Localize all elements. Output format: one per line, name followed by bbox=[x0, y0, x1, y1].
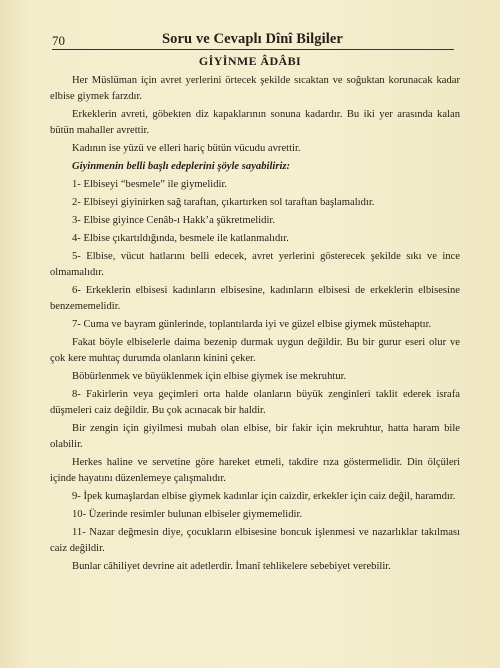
running-title: Soru ve Cevaplı Dînî Bilgiler bbox=[162, 31, 343, 47]
page-body bbox=[50, 73, 460, 577]
list-item: 8- Fakirlerin veya geçimleri orta halde olanların büyük zenginleri taklit ederek israfa düşmeleri caiz değildir. Bu çok acınacak bir haldir. bbox=[50, 389, 460, 416]
paragraph: Böbürlenmek ve büyüklenmek için elbise giymek ise mekruhtur. bbox=[72, 371, 347, 382]
list-item: 6- Erkeklerin elbisesi kadınların elbisesine, kadınların elbisesi de erkeklerin elbisesine benzememelidir. bbox=[50, 285, 460, 312]
page-header bbox=[52, 30, 454, 50]
list-item: 10- Üzerinde resimler bulunan elbiseler giymemelidir. bbox=[72, 509, 303, 520]
list-item: 5- Elbise, vücut hatlarını belli edecek, avret yerlerini gösterecek şekilde sıkı ve ince olmamalıdır. bbox=[50, 251, 460, 278]
paragraph: Her Müslüman için avret yerlerini örtecek şekilde sıcaktan ve soğuktan korunacak kadar elbise giymek farzdır. bbox=[50, 75, 460, 102]
list-item: 11- Nazar değmesin diye, çocukların elbisesine boncuk işlenmesi ve nazarlıklar takılması caiz değildir. bbox=[50, 527, 460, 554]
list-item: 1- Elbiseyi “besmele” ile giymelidir. bbox=[72, 179, 228, 190]
page-number: 70 bbox=[52, 33, 65, 48]
list-item: 3- Elbise giyince Cenâb-ı Hakk’a şükretmelidir. bbox=[72, 215, 275, 226]
list-item: 9- İpek kumaşlardan elbise giymek kadınlar için caizdir, erkekler için caiz değil, haramdır. bbox=[72, 491, 456, 502]
paragraph: Herkes haline ve servetine göre hareket etmeli, takdire rıza göstermelidir. Din ölçüleri içinde hayatını düzenlemeye çalışmalıdır. bbox=[50, 457, 460, 484]
paragraph: Bunlar câhiliyet devrine ait adetlerdir. İmanî tehlikelere sebebiyet verebilir. bbox=[72, 561, 391, 572]
paragraph: Erkeklerin avreti, göbekten diz kapaklarının sonuna kadardır. Bu iki yer arasında kalan bütün mahaller avrettir. bbox=[50, 109, 460, 136]
header-rule bbox=[52, 49, 454, 50]
list-item: 4- Elbise çıkartıldığında, besmele ile katlanmalıdır. bbox=[72, 233, 289, 244]
list-item: 2- Elbiseyi giyinirken sağ taraftan, çıkartırken sol taraftan başlamalıdır. bbox=[72, 197, 375, 208]
section-title: GİYİNME ÂDÂBI bbox=[198, 54, 302, 68]
paragraph: Fakat böyle elbiselerle daima bezenip durmak uygun değildir. Bu bir gurur eseri olur ve çok kere muhtaç durumda olanların kinini çeker. bbox=[50, 337, 460, 364]
paragraph: Bir zengin için giyilmesi mubah olan elbise, bir fakir için mekruhtur, hatta haram bile olabilir. bbox=[50, 423, 460, 450]
list-item: 7- Cuma ve bayram günlerinde, toplantılarda iyi ve güzel elbise giymek müstehaptır. bbox=[72, 319, 432, 330]
subheading: Giyinmenin belli başlı edeplerini şöyle sayabiliriz: bbox=[72, 161, 291, 172]
paragraph: Kadının ise yüzü ve elleri hariç bütün vücudu avrettir. bbox=[72, 143, 301, 154]
